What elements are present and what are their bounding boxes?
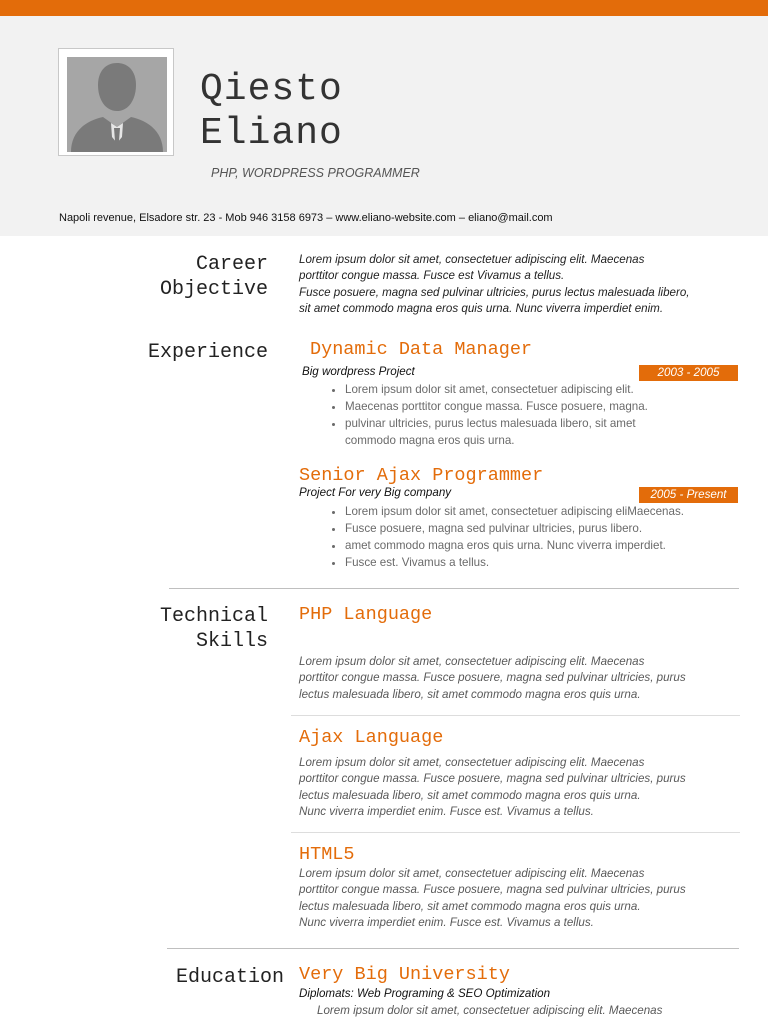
job-bullets [300,503,745,571]
section-title-education: Education [175,966,284,989]
list-item: commodo magna eros quis urna. [345,434,515,447]
job-title: Senior Ajax Programmer [299,465,544,486]
education-description: Lorem ipsum dolor sit amet, consectetuer adipiscing elit. Maecenas [317,1004,663,1017]
text-line: lectus malesuada libero, sit amet commodo magna eros quis urna. [299,899,641,913]
skill-divider [291,832,740,833]
date-badge: 2003 - 2005 [639,365,738,381]
text-line: Nunc viverra imperdiet enim. Fusce est. Vivamus a tellus. [299,915,594,929]
school-name: Very Big University [299,964,510,985]
skill-divider [291,715,740,716]
text-line: porttitor congue massa. Fusce posuere, magna sed pulvinar ultricies, purus [299,671,686,685]
name-first: Qiesto [200,68,343,111]
text-line: lectus malesuada libero, sit amet commodo magna eros quis urna. [299,788,641,802]
section-title-skills [8,604,268,654]
career-objective-text [299,252,749,317]
section-title-career [8,252,268,302]
text-line: porttitor congue massa. Fusce est Vivamus a tellus. [299,269,565,283]
contact-line: Napoli revenue, Elsadore str. 23 - Mob 946 3158 6973 – www.eliano-website.com – eliano@mail.com [59,212,553,224]
candidate-name [200,68,620,156]
text-line: Lorem ipsum dolor sit amet, consectetuer adipiscing elit. Maecenas [299,655,645,668]
text-line: sit amet commodo magna eros quis urna. Nunc viverra imperdiet enim. [299,301,664,315]
section-title-line: Career [195,253,268,276]
list-item: • Fusce posuere, magna sed pulvinar ultricies, purus libero. [345,520,745,537]
job-title: Dynamic Data Manager [310,339,533,360]
skill-title: HTML5 [299,844,355,865]
text-line: Lorem ipsum dolor sit amet, consectetuer adipiscing elit. Maecenas [299,253,645,266]
top-accent-bar [0,0,768,16]
skill-title: PHP Language [299,604,433,625]
text-line: porttitor congue massa. Fusce posuere, magna sed pulvinar ultricies, purus [299,883,686,897]
date-badge: 2005 - Present [639,487,738,503]
list-item: • Maecenas porttitor congue massa. Fusce posuere, magna. [345,398,745,415]
skill-description [299,755,749,820]
job-project: Project For very Big company [299,486,452,499]
skill-description [299,866,749,931]
section-title-line: Technical [159,605,268,628]
section-title-line: Objective [159,278,268,301]
text-line: lectus malesuada libero, sit amet commodo magna eros quis urna. [299,687,641,701]
skill-description [299,654,749,703]
text-line: porttitor congue massa. Fusce posuere, magna sed pulvinar ultricies, purus [299,772,686,786]
name-last: Eliano [200,112,343,155]
job-project: Big wordpress Project [302,365,415,378]
skill-title: Ajax Language [299,727,444,748]
section-title-experience: Experience [147,341,268,364]
text-line: Lorem ipsum dolor sit amet, consectetuer adipiscing elit. Maecenas [299,756,645,769]
text-line: Fusce posuere, magna sed pulvinar ultricies, purus lectus malesuada libero, [299,285,690,299]
list-item: • pulvinar ultricies, purus lectus malesuada libero, sit amet [345,415,745,432]
section-title-line: Skills [195,630,268,653]
list-item: • Fusce est. Vivamus a tellus. [345,554,745,571]
list-item: • Lorem ipsum dolor sit amet, consectetuer adipiscing elit. [345,381,745,398]
job-bullets [300,381,745,449]
profile-photo [58,48,174,156]
list-item: • Lorem ipsum dolor sit amet, consectetuer adipiscing eliMaecenas. [345,503,745,520]
person-silhouette-icon [67,57,167,152]
text-line: Lorem ipsum dolor sit amet, consectetuer adipiscing elit. Maecenas [299,867,645,880]
job-role: PHP, WORDPRESS PROGRAMMER [211,166,420,180]
diploma: Diplomats: Web Programing & SEO Optimization [299,987,551,1000]
section-divider [167,948,739,949]
section-divider [169,588,739,589]
list-item: • amet commodo magna eros quis urna. Nunc viverra imperdiet. [345,537,745,554]
text-line: Nunc viverra imperdiet enim. Fusce est. Vivamus a tellus. [299,804,594,818]
